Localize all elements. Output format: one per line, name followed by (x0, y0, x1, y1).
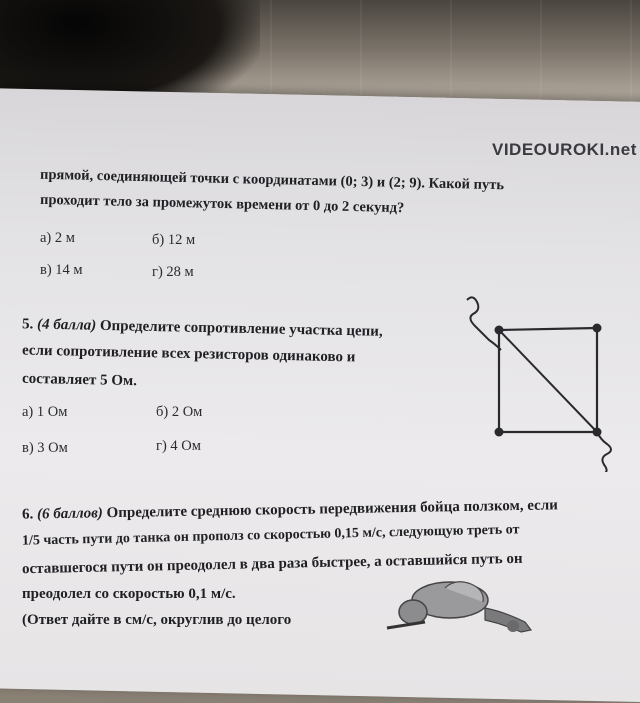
q6-points: (6 баллов) (36, 505, 103, 523)
input-wire (467, 297, 501, 350)
q4-line-2: проходит тело за промежуток времени от 0 до 2 секунд? (39, 191, 405, 217)
q5-line-2: если сопротивление всех резисторов одинаково и (21, 342, 356, 366)
top-resistor (499, 328, 597, 330)
q4-option-c: в) 14 м (40, 262, 83, 278)
circuit-diagram (455, 292, 625, 472)
q6-text-1: Определите среднюю скорость передвижения бойца ползком, если (106, 497, 558, 522)
q5-text-1: Определите сопротивление участка цепи, (99, 317, 383, 340)
node-bottom-right (593, 428, 602, 437)
output-wire (597, 432, 611, 472)
q6-line-2: 1/5 часть пути до танка он прополз со скоростью 0,15 м/с, следующую треть от (21, 522, 520, 549)
soldier-boot (507, 620, 519, 632)
brand-logo: VIDEOUROKI.net (492, 140, 637, 159)
q6-line-5: (Ответ дайте в см/с, округлив до целого (22, 612, 292, 628)
q5-option-b: б) 2 Ом (156, 404, 203, 420)
q4-option-a: а) 2 м (40, 230, 75, 246)
q4-option-b: б) 12 м (152, 232, 196, 248)
q5-line-3: составляет 5 Ом. (21, 370, 138, 390)
q4-option-d: г) 28 м (152, 264, 194, 280)
q6-line-4: преодолел со скоростью 0,1 м/с. (22, 586, 236, 602)
q5-points: (4 балла) (36, 316, 97, 334)
q4-line-1: прямой, соединяющей точки с координатами (0; 3) и (2; 9). Какой путь (39, 166, 505, 194)
node-top-right (593, 324, 602, 333)
crawling-soldier-illustration (385, 570, 535, 640)
node-top-left (495, 326, 504, 335)
q6-line-3: оставшегося пути он преодолел в два раза быстрее, а оставшийся путь он (21, 550, 523, 578)
node-bottom-left (495, 428, 504, 437)
q5-number: 5. (21, 316, 34, 333)
soldier-helmet (399, 600, 427, 624)
q5-option-a: а) 1 Ом (22, 404, 68, 420)
q6-number: 6. (21, 506, 34, 523)
q5-option-c: в) 3 Ом (22, 440, 68, 456)
q5-option-d: г) 4 Ом (156, 438, 201, 454)
diagonal-resistor (499, 330, 597, 432)
